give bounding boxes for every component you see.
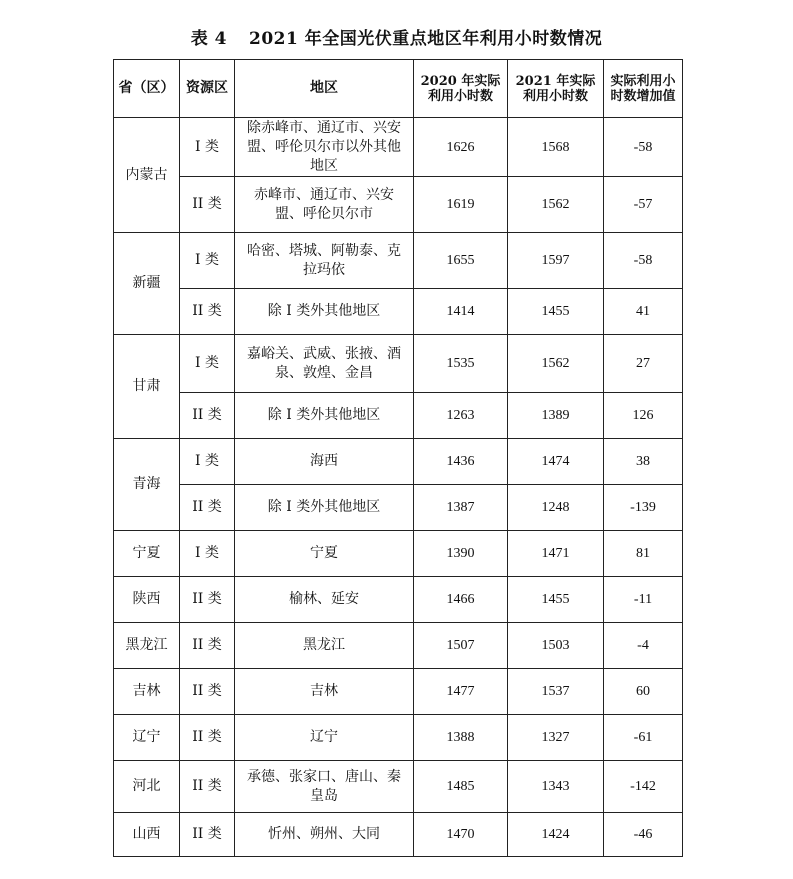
region-cell: 赤峰市、通辽市、兴安盟、呼伦贝尔市 <box>235 177 414 233</box>
region-cell: 哈密、塔城、阿勒泰、克拉玛依 <box>235 233 414 289</box>
increase-cell: 41 <box>604 289 683 335</box>
table-title <box>0 24 793 49</box>
province-cell: 青海 <box>114 439 180 531</box>
hours-2021-cell: 1248 <box>508 485 604 531</box>
header-hours-2020: 2020 年实际利用小时数 <box>414 60 508 118</box>
table-row <box>114 623 683 669</box>
table-row <box>114 577 683 623</box>
header-hours-2021: 2021 年实际利用小时数 <box>508 60 604 118</box>
increase-cell: -57 <box>604 177 683 233</box>
hours-2020-cell: 1466 <box>414 577 508 623</box>
table-row <box>114 485 683 531</box>
hours-2021-cell: 1424 <box>508 813 604 857</box>
increase-cell: -139 <box>604 485 683 531</box>
province-cell: 辽宁 <box>114 715 180 761</box>
increase-cell: 38 <box>604 439 683 485</box>
region-cell: 宁夏 <box>235 531 414 577</box>
table-row <box>114 233 683 289</box>
increase-cell: -11 <box>604 577 683 623</box>
hours-2021-cell: 1597 <box>508 233 604 289</box>
region-cell: 除 I 类外其他地区 <box>235 485 414 531</box>
increase-cell: -4 <box>604 623 683 669</box>
hours-2020-cell: 1388 <box>414 715 508 761</box>
hours-2021-cell: 1537 <box>508 669 604 715</box>
utilization-hours-table <box>113 59 683 857</box>
table-title-text: 2021 年全国光伏重点地区年利用小时数情况 <box>249 29 603 49</box>
province-cell: 河北 <box>114 761 180 813</box>
hours-2021-cell: 1327 <box>508 715 604 761</box>
hours-2021-cell: 1474 <box>508 439 604 485</box>
resource-zone-cell: II 类 <box>180 177 235 233</box>
province-cell: 陕西 <box>114 577 180 623</box>
hours-2021-cell: 1503 <box>508 623 604 669</box>
region-cell: 嘉峪关、武威、张掖、酒泉、敦煌、金昌 <box>235 335 414 393</box>
region-cell: 辽宁 <box>235 715 414 761</box>
increase-cell: 126 <box>604 393 683 439</box>
hours-2020-cell: 1626 <box>414 118 508 177</box>
hours-2020-cell: 1485 <box>414 761 508 813</box>
hours-2020-cell: 1477 <box>414 669 508 715</box>
increase-cell: 27 <box>604 335 683 393</box>
resource-zone-cell: I 类 <box>180 335 235 393</box>
resource-zone-cell: II 类 <box>180 623 235 669</box>
resource-zone-cell: I 类 <box>180 531 235 577</box>
resource-zone-cell: II 类 <box>180 813 235 857</box>
hours-2020-cell: 1414 <box>414 289 508 335</box>
table-row <box>114 289 683 335</box>
table-row <box>114 669 683 715</box>
hours-2020-cell: 1655 <box>414 233 508 289</box>
hours-2021-cell: 1455 <box>508 289 604 335</box>
region-cell: 承德、张家口、唐山、秦皇岛 <box>235 761 414 813</box>
table-row <box>114 439 683 485</box>
region-cell: 除 I 类外其他地区 <box>235 393 414 439</box>
hours-2021-cell: 1455 <box>508 577 604 623</box>
table-row <box>114 177 683 233</box>
increase-cell: -46 <box>604 813 683 857</box>
resource-zone-cell: II 类 <box>180 289 235 335</box>
region-cell: 除 I 类外其他地区 <box>235 289 414 335</box>
province-cell: 甘肃 <box>114 335 180 439</box>
increase-cell: -58 <box>604 118 683 177</box>
hours-2020-cell: 1263 <box>414 393 508 439</box>
hours-2020-cell: 1619 <box>414 177 508 233</box>
region-cell: 海西 <box>235 439 414 485</box>
hours-2020-cell: 1390 <box>414 531 508 577</box>
province-cell: 黑龙江 <box>114 623 180 669</box>
hours-2020-cell: 1535 <box>414 335 508 393</box>
increase-cell: 81 <box>604 531 683 577</box>
table-row <box>114 393 683 439</box>
hours-2020-cell: 1470 <box>414 813 508 857</box>
increase-cell: 60 <box>604 669 683 715</box>
header-row <box>114 60 683 118</box>
header-region: 地区 <box>235 60 414 118</box>
header-province: 省（区） <box>114 60 180 118</box>
table-number: 表 4 <box>190 29 227 49</box>
province-cell: 山西 <box>114 813 180 857</box>
region-cell: 黑龙江 <box>235 623 414 669</box>
province-cell: 内蒙古 <box>114 118 180 233</box>
resource-zone-cell: II 类 <box>180 577 235 623</box>
table-row <box>114 531 683 577</box>
increase-cell: -58 <box>604 233 683 289</box>
table-row <box>114 118 683 177</box>
region-cell: 吉林 <box>235 669 414 715</box>
increase-cell: -61 <box>604 715 683 761</box>
resource-zone-cell: I 类 <box>180 118 235 177</box>
province-cell: 吉林 <box>114 669 180 715</box>
increase-cell: -142 <box>604 761 683 813</box>
header-resource-zone: 资源区 <box>180 60 235 118</box>
resource-zone-cell: II 类 <box>180 393 235 439</box>
hours-2021-cell: 1389 <box>508 393 604 439</box>
hours-2021-cell: 1562 <box>508 335 604 393</box>
province-cell: 宁夏 <box>114 531 180 577</box>
resource-zone-cell: I 类 <box>180 233 235 289</box>
table-body <box>114 118 683 857</box>
hours-2021-cell: 1471 <box>508 531 604 577</box>
hours-2020-cell: 1436 <box>414 439 508 485</box>
resource-zone-cell: II 类 <box>180 669 235 715</box>
hours-2021-cell: 1343 <box>508 761 604 813</box>
table-row <box>114 715 683 761</box>
hours-2021-cell: 1568 <box>508 118 604 177</box>
header-increase: 实际利用小时数增加值 <box>604 60 683 118</box>
region-cell: 除赤峰市、通辽市、兴安盟、呼伦贝尔市以外其他地区 <box>235 118 414 177</box>
table-row <box>114 761 683 813</box>
resource-zone-cell: II 类 <box>180 761 235 813</box>
region-cell: 忻州、朔州、大同 <box>235 813 414 857</box>
table-row <box>114 813 683 857</box>
hours-2020-cell: 1387 <box>414 485 508 531</box>
resource-zone-cell: II 类 <box>180 715 235 761</box>
hours-2020-cell: 1507 <box>414 623 508 669</box>
hours-2021-cell: 1562 <box>508 177 604 233</box>
province-cell: 新疆 <box>114 233 180 335</box>
resource-zone-cell: II 类 <box>180 485 235 531</box>
resource-zone-cell: I 类 <box>180 439 235 485</box>
region-cell: 榆林、延安 <box>235 577 414 623</box>
table-row <box>114 335 683 393</box>
